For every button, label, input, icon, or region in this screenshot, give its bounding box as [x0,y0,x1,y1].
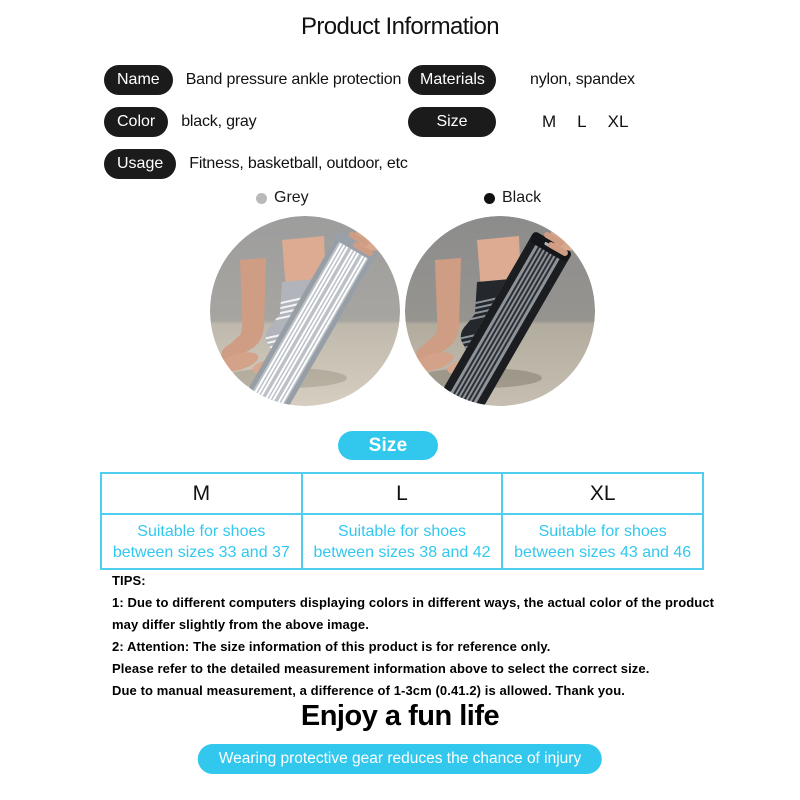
size-label-pill: Size [408,107,496,137]
tips-heading: TIPS: [112,573,146,588]
info-row-size [408,106,628,138]
grey-ankle-brace-illustration [210,216,400,406]
footer-banner: Wearing protective gear reduces the chance of injury [198,744,602,774]
footer-headline: Enjoy a fun life [300,700,500,732]
name-value: Band pressure ankle protection [185,71,402,88]
tips-line: may differ slightly from the above image. [112,617,369,632]
size-table-body-row [101,514,703,569]
color-value: black, gray [181,113,257,130]
size-option-l: L [577,112,587,131]
tips-line: Due to manual measurement, a difference of 1-3cm (0.41.2) is allowed. Thank you. [112,683,625,698]
size-table-cell-xl: Suitable for shoes between sizes 43 and 46 [502,514,703,569]
size-table [100,472,704,570]
usage-label-pill: Usage [104,149,176,179]
tips-line: 2: Attention: The size information of this product is for reference only. [112,639,551,654]
materials-label-pill: Materials [408,65,496,95]
tips-line: 1: Due to different computers displaying colors in different ways, the actual color of the product [112,595,715,610]
tips-line: Please refer to the detailed measurement information above to select the correct size. [112,661,650,676]
info-row-usage [104,148,408,180]
product-photo-black [405,216,595,406]
tips-block [112,570,714,702]
name-label-pill: Name [104,65,173,95]
black-ankle-brace-illustration [405,216,595,406]
usage-value: Fitness, basketball, outdoor, etc [189,155,408,172]
product-photo-grey [210,216,400,406]
size-table-cell-m: Suitable for shoes between sizes 33 and 37 [101,514,302,569]
color-label-pill: Color [104,107,168,137]
size-table-cell-l: Suitable for shoes between sizes 38 and 42 [302,514,503,569]
page-title: Product Information [300,13,500,40]
info-row-color [104,106,256,138]
grey-variant-label [256,189,309,207]
black-variant-text: Black [502,189,542,206]
size-section-button: Size [338,431,438,460]
size-table-header-l: L [302,473,503,514]
info-row-name [104,64,401,96]
black-variant-label [484,189,541,207]
black-dot-icon [484,193,495,204]
size-table-header-xl: XL [502,473,703,514]
grey-variant-text: Grey [274,189,309,206]
size-option-m: M [542,112,557,131]
materials-value: nylon, spandex [530,71,635,88]
size-option-xl: XL [607,112,629,131]
size-options [542,112,628,132]
grey-dot-icon [256,193,267,204]
size-table-header-m: M [101,473,302,514]
size-table-header-row [101,473,703,514]
info-row-materials [408,64,635,96]
